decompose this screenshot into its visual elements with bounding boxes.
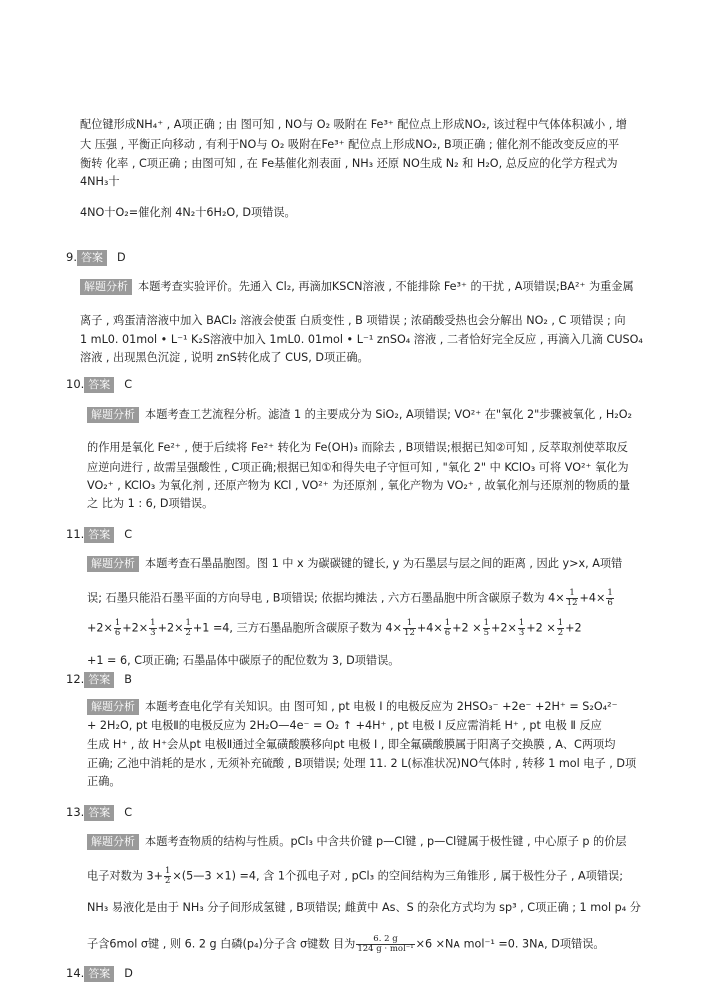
fraction: $\frac{1}{2}$ [557, 618, 564, 638]
q11-line-1: 本题考查石墨晶胞图。图 1 中 x 为碳碳键的键长, y 为石墨层与层之间的距离 , 因此 y>x, A项错 [145, 557, 623, 570]
q10-line-4: VO₂⁺ , KClO₃ 为氧化剂 , 还原产物为 KCl , VO²⁺ 为还原剂 , 氧化产物为 VO₂⁺ , 故氧化剂与还原剂的物质的量 [87, 479, 630, 492]
answer-tag: 答案 [84, 672, 114, 688]
answer-tag: 答案 [84, 966, 114, 982]
fraction: $\frac{1}{3}$ [150, 618, 156, 638]
q9-answer: D [116, 251, 126, 264]
q10-answer: C [124, 378, 133, 391]
q13-line-3: NH₃ 易液化是由于 NH₃ 分子间形成氢键 , B项错误; 雌黄中 As、S 的杂化方式均为 sp³ , C项正确 ; 1 mol p₄ 分 [87, 901, 641, 914]
q13-analysis-row [87, 834, 627, 850]
answer-tag: 答案 [77, 250, 107, 266]
q10-answer-row [66, 377, 132, 393]
analysis-tag: 解题分析 [87, 699, 139, 715]
analysis-tag: 解题分析 [87, 407, 139, 423]
q11-answer-row [66, 527, 132, 543]
q14-answer: D [124, 967, 133, 980]
q12-number: 12. [66, 672, 85, 686]
fraction: $\frac{1}{2}$ [165, 866, 171, 886]
q10-analysis-row [87, 407, 632, 423]
intro-line-2: 大 压强 , 平衡正向移动 , 有利于NO与 O₂ 吸附在Fe³⁺ 配位点上形成NO₂, B项正确 ; 催化剂不能改变反应的平 [80, 138, 620, 151]
fraction: $\frac{1}{12}$ [404, 618, 415, 638]
answer-tag: 答案 [84, 377, 114, 393]
q12-line-2: + 2H₂O, pt 电极Ⅱ的电极反应为 2H₂O—4e⁻ = O₂ ↑ +4H⁺ , pt 电极 I 反应需消耗 H⁺ , pt 电极 Ⅱ 反应 [87, 719, 602, 732]
q11-line-3-row: +2× $\frac{1}{6}$ +2× $\frac{1}{3}$ +2× $\frac{1}{2}$ +1 =4, 三方石墨晶胞所含碳原子数为 4× $\frac{1}{12}$ +4× $\frac{1}{6}$ +2 × $\frac{1}{5}$ +2× $\frac{1}{3}$ +2 × $\frac{1}{2}$ +2 [87, 618, 582, 638]
q13-answer: C [124, 806, 133, 819]
fraction: $\frac{1}{6}$ [444, 618, 451, 638]
q11-answer: C [124, 528, 133, 541]
q12-answer: B [124, 673, 132, 686]
intro-line-4: 4NH₃十 [80, 175, 120, 188]
q13-line-1: 本题考查物质的结构与性质。pCl₃ 中含共价键 p—Cl键 , p—Cl键属于极性键 , 中心原子 p 的价层 [145, 835, 627, 848]
q14-answer-row [66, 966, 133, 982]
q11-number: 11. [66, 527, 85, 541]
fraction: $\frac{1}{12}$ [566, 588, 578, 608]
q13-line-4-row: 子含6mol σ键 , 则 6. 2 g 白磷(p₄)分子含 σ键数 目为 $\frac{6. 2 g}{\text{124 g · mol⁻¹}}$ ×6 ×Nᴀ mol⁻¹ =0. 3Nᴀ, D项错误。 [87, 934, 605, 954]
q13-answer-row [66, 805, 132, 821]
q9-line-4: 溶液 , 出现黑色沉淀 , 说明 znS转化成了 CUS, D项正确。 [80, 351, 369, 364]
analysis-tag: 解题分析 [80, 279, 132, 295]
q9-line-2: 离子 , 鸡蛋清溶液中加入 BACl₂ 溶液会使蛋 白质变性 , B 项错误 ; 浓硝酸受热也会分解出 NO₂ , C 项错误 ; 向 [80, 314, 626, 327]
q9-answer-row [66, 250, 126, 266]
intro-line-3: 衡转 化率 , C项正确 ; 由图可知 , 在 Fe基催化剂表面 , NH₃ 还原 NO生成 N₂ 和 H₂O, 总反应的化学方程式为 [80, 157, 618, 170]
q12-line-1: 本题考查电化学有关知识。由 图可知 , pt 电极 I 的电极反应为 2HSO₃⁻ +2e⁻ +2H⁺ = S₂O₄²⁻ [145, 700, 618, 713]
q11-line-2-row: 误; 石墨只能沿石墨平面的方向导电 , B项错误; 依据均摊法 , 六方石墨晶胞中所含碳原子数为 4× $\frac{1}{12}$ +4× $\frac{1}{6}$ [87, 588, 613, 608]
q12-analysis-row [87, 699, 618, 715]
q10-line-5: 之 比为 1 : 6, D项错误。 [87, 497, 214, 510]
fraction: $\frac{1}{6}$ [607, 588, 613, 608]
q12-line-5: 正确。 [87, 775, 121, 788]
q11-line-2: 误; 石墨只能沿石墨平面的方向导电 , B项错误; 依据均摊法 , 六方石墨晶胞中所含碳原子数为 4× [87, 591, 565, 605]
answer-tag: 答案 [84, 805, 114, 821]
fraction: $\frac{1}{3}$ [518, 618, 525, 638]
q10-line-1: 本题考查工艺流程分析。滤渣 1 的主要成分为 SiO₂, A项错误; VO²⁺ 在"氧化 2"步骤被氧化 , H₂O₂ [145, 408, 633, 421]
fraction: $\frac{1}{2}$ [185, 618, 191, 638]
fraction: $\frac{1}{6}$ [114, 618, 121, 638]
intro-line-1: 配位键形成NH₄⁺ , A项正确 ; 由 图可知 , NO与 O₂ 吸附在 Fe³⁺ 配位点上形成NO₂, 该过程中气体体积减小 , 增 [80, 118, 628, 131]
q9-line-3: 1 mL0. 01mol • L⁻¹ K₂S溶液中加入 1mL0. 01mol • L⁻¹ znSO₄ 溶液 , 二者恰好完全反应 , 再滴入几滴 CUSO₄ [80, 333, 643, 346]
q13-line-2-row: 电子对数为 3+ $\frac{1}{2}$ ×(5—3 ×1) =4, 含 1个孤电子对 , pCl₃ 的空间结构为三角锥形 , 属于极性分子 , A项错误; [87, 866, 624, 886]
q9-number: 9. [66, 250, 77, 264]
analysis-tag: 解题分析 [87, 556, 139, 572]
answer-tag: 答案 [84, 527, 114, 543]
analysis-tag: 解题分析 [87, 834, 139, 850]
q12-line-4: 正确; 乙池中消耗的是水 , 无须补充硫酸 , B项错误; 处理 11. 2 L(标准状况)NO气体时 , 转移 1 mol 电子 , D项 [87, 757, 637, 770]
q10-line-3: 应逆向进行 , 故需呈强酸性 , C项正确;根据已知①和得失电子守恒可知 , "氧化 2" 中 KClO₃ 可将 VO²⁺ 氧化为 [87, 461, 629, 474]
q14-number: 14. [66, 966, 85, 980]
fraction: $\frac{1}{5}$ [483, 618, 489, 638]
intro-line-5: 4NO十O₂=催化剂 4N₂十6H₂O, D项错误。 [80, 206, 296, 219]
q9-analysis-row [80, 279, 634, 295]
q9-line-1: 本题考查实验评价。先通入 Cl₂, 再滴加KSCN溶液 , 不能排除 Fe³⁺ 的干扰 , A项错误;BA²⁺ 为重金属 [138, 280, 634, 293]
q11-line-4: +1 = 6, C项正确; 石墨晶体中碳原子的配位数为 3, D项错误。 [87, 654, 400, 667]
q11-analysis-row [87, 556, 622, 572]
q10-line-2: 的作用是氧化 Fe²⁺ , 便于后续将 Fe²⁺ 转化为 Fe(OH)₃ 而除去 , B项错误;根据已知②可知 , 反萃取剂使萃取反 [87, 441, 628, 454]
q12-answer-row [66, 672, 132, 688]
q13-number: 13. [66, 805, 85, 819]
fraction: $\frac{6. 2 g}{\text{124 g · mol⁻¹}}$ [357, 934, 414, 954]
q10-number: 10. [66, 377, 85, 391]
q12-line-3: 生成 H⁺ , 故 H⁺会从pt 电极Ⅱ通过全氟磺酸膜移向pt 电极 I , 即全氟磺酸膜属于阳离子交换膜 , A、C两项均 [87, 738, 616, 751]
